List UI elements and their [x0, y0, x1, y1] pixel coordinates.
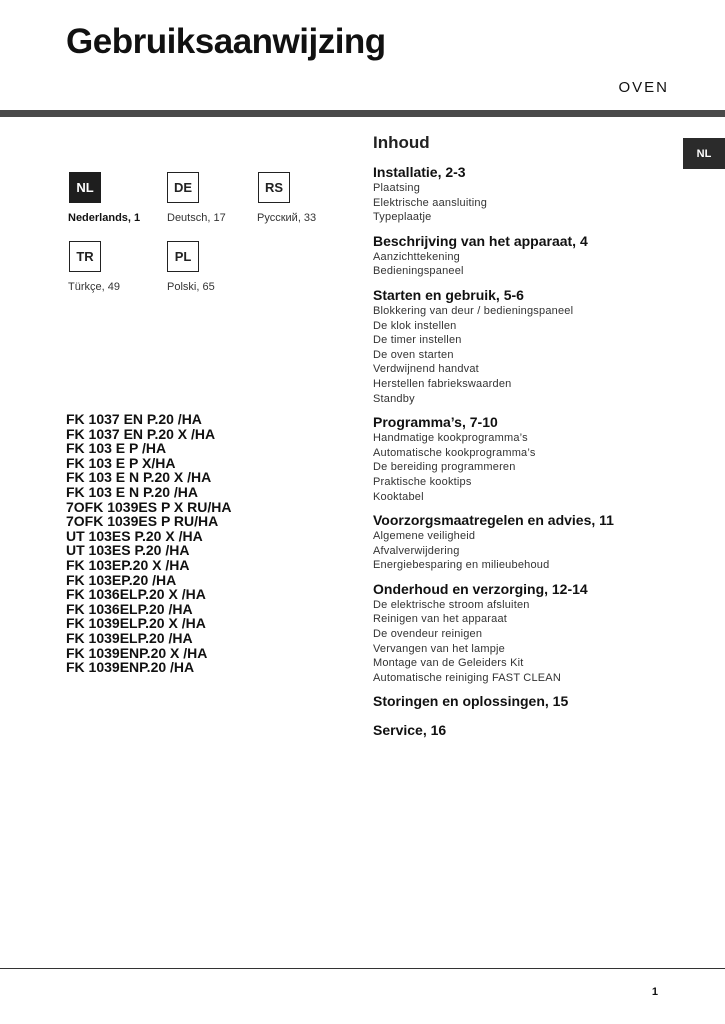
toc-item[interactable]: Afvalverwijdering: [373, 544, 460, 557]
model-item: FK 1036ELP.20 /HA: [66, 600, 193, 617]
toc-item[interactable]: De ovendeur reinigen: [373, 628, 483, 641]
toc-item[interactable]: Handmatige kookprogramma’s: [373, 432, 528, 445]
toc-item[interactable]: Algemene veiligheid: [373, 530, 476, 543]
toc-item[interactable]: Herstellen fabriekswaarden: [373, 377, 512, 390]
model-item: UT 103ES P.20 /HA: [66, 542, 190, 559]
toc-item[interactable]: Verdwijnend handvat: [373, 363, 479, 376]
model-item: FK 103EP.20 /HA: [66, 571, 177, 588]
model-item: FK 103EP.20 X /HA: [66, 556, 190, 573]
model-item: FK 1037 EN P.20 X /HA: [66, 425, 216, 442]
toc-section-title[interactable]: Voorzorgsmaatregelen en advies, 11: [373, 512, 614, 529]
toc-item[interactable]: Bedieningspaneel: [373, 265, 464, 278]
lang-box-de[interactable]: DE: [167, 172, 199, 203]
model-list: [66, 412, 231, 675]
toc-item[interactable]: Reinigen van het apparaat: [373, 613, 508, 626]
toc-section-title[interactable]: Programma’s, 7-10: [373, 414, 498, 431]
toc-item[interactable]: Kooktabel: [373, 490, 424, 503]
model-item: UT 103ES P.20 X /HA: [66, 527, 203, 544]
toc-item[interactable]: De klok instellen: [373, 319, 457, 332]
model-item: FK 103 E N P.20 X /HA: [66, 469, 212, 486]
model-item: 7OFK 1039ES P RU/HA: [66, 513, 219, 530]
model-item: FK 1039ENP.20 /HA: [66, 659, 195, 676]
model-item: FK 1039ENP.20 X /HA: [66, 644, 208, 661]
model-item: FK 103 E N P.20 /HA: [66, 483, 199, 500]
table-of-contents: [373, 164, 673, 747]
toc-section-beschrijving: [373, 233, 673, 279]
model-item: FK 1039ELP.20 /HA: [66, 629, 193, 646]
lang-caption-tr[interactable]: Türkçe, 49: [68, 281, 120, 293]
toc-item[interactable]: Plaatsing: [373, 182, 421, 194]
toc-section-title[interactable]: Onderhoud en verzorging, 12-14: [373, 580, 588, 597]
model-item: FK 1037 EN P.20 /HA: [66, 411, 202, 427]
toc-item[interactable]: Automatische reiniging FAST CLEAN: [373, 671, 561, 684]
toc-item[interactable]: Aanzichttekening: [373, 250, 460, 263]
lang-box-nl[interactable]: NL: [69, 172, 101, 203]
toc-item[interactable]: Montage van de Geleiders Kit: [373, 657, 524, 670]
lang-caption-de[interactable]: Deutsch, 17: [167, 212, 226, 224]
toc-item[interactable]: De bereiding programmeren: [373, 461, 516, 474]
lang-caption-pl[interactable]: Polski, 65: [167, 281, 215, 293]
toc-section-onderhoud: [373, 581, 673, 686]
toc-item[interactable]: Automatische kookprogramma’s: [373, 446, 536, 459]
model-item: FK 103 E P /HA: [66, 440, 167, 457]
toc-section-title[interactable]: Service, 16: [373, 722, 447, 739]
model-item: FK 1039ELP.20 X /HA: [66, 615, 206, 632]
page-number: 1: [651, 986, 658, 998]
toc-item[interactable]: Energiebesparing en milieubehoud: [373, 559, 550, 572]
toc-item[interactable]: Elektrische aansluiting: [373, 196, 488, 209]
toc-section-title[interactable]: Beschrijving van het apparaat, 4: [373, 232, 588, 249]
document-title: Gebruiksaanwijzing: [66, 22, 386, 61]
toc-item[interactable]: Blokkering van deur / bedieningspaneel: [373, 304, 574, 317]
toc-item[interactable]: Praktische kooktips: [373, 475, 472, 488]
toc-item[interactable]: De timer instellen: [373, 334, 462, 347]
toc-section-title[interactable]: Starten en gebruik, 5-6: [373, 286, 524, 303]
toc-section-starten: [373, 287, 673, 406]
lang-caption-rs[interactable]: Русский, 33: [257, 212, 317, 224]
lang-box-tr[interactable]: TR: [69, 241, 101, 272]
lang-box-rs[interactable]: RS: [258, 172, 290, 203]
footer-divider: [0, 968, 725, 969]
model-item: 7OFK 1039ES P X RU/HA: [66, 498, 232, 515]
toc-section-installatie: [373, 164, 673, 225]
toc-section-title[interactable]: Storingen en oplossingen, 15: [373, 693, 569, 710]
toc-section-title[interactable]: Installatie, 2-3: [373, 164, 466, 180]
toc-item[interactable]: Vervangen van het lampje: [373, 642, 505, 655]
model-item: FK 103 E P X/HA: [66, 454, 176, 471]
model-item: FK 1036ELP.20 X /HA: [66, 586, 206, 603]
toc-item[interactable]: De oven starten: [373, 348, 454, 361]
toc-item[interactable]: Typeplaatje: [373, 211, 432, 224]
lang-box-pl[interactable]: PL: [167, 241, 199, 272]
toc-section-storingen: [373, 693, 673, 710]
toc-item[interactable]: Standby: [373, 392, 415, 405]
language-side-tab: NL: [683, 138, 725, 169]
lang-caption-nl[interactable]: Nederlands, 1: [68, 212, 141, 224]
toc-section-programmas: [373, 414, 673, 504]
header-divider: [0, 110, 725, 117]
toc-section-service: [373, 722, 673, 739]
toc-item[interactable]: De elektrische stroom afsluiten: [373, 598, 530, 611]
toc-section-voorzorgsmaatregelen: [373, 512, 673, 573]
toc-heading: Inhoud: [373, 133, 430, 152]
document-subtitle: OVEN: [618, 79, 669, 96]
